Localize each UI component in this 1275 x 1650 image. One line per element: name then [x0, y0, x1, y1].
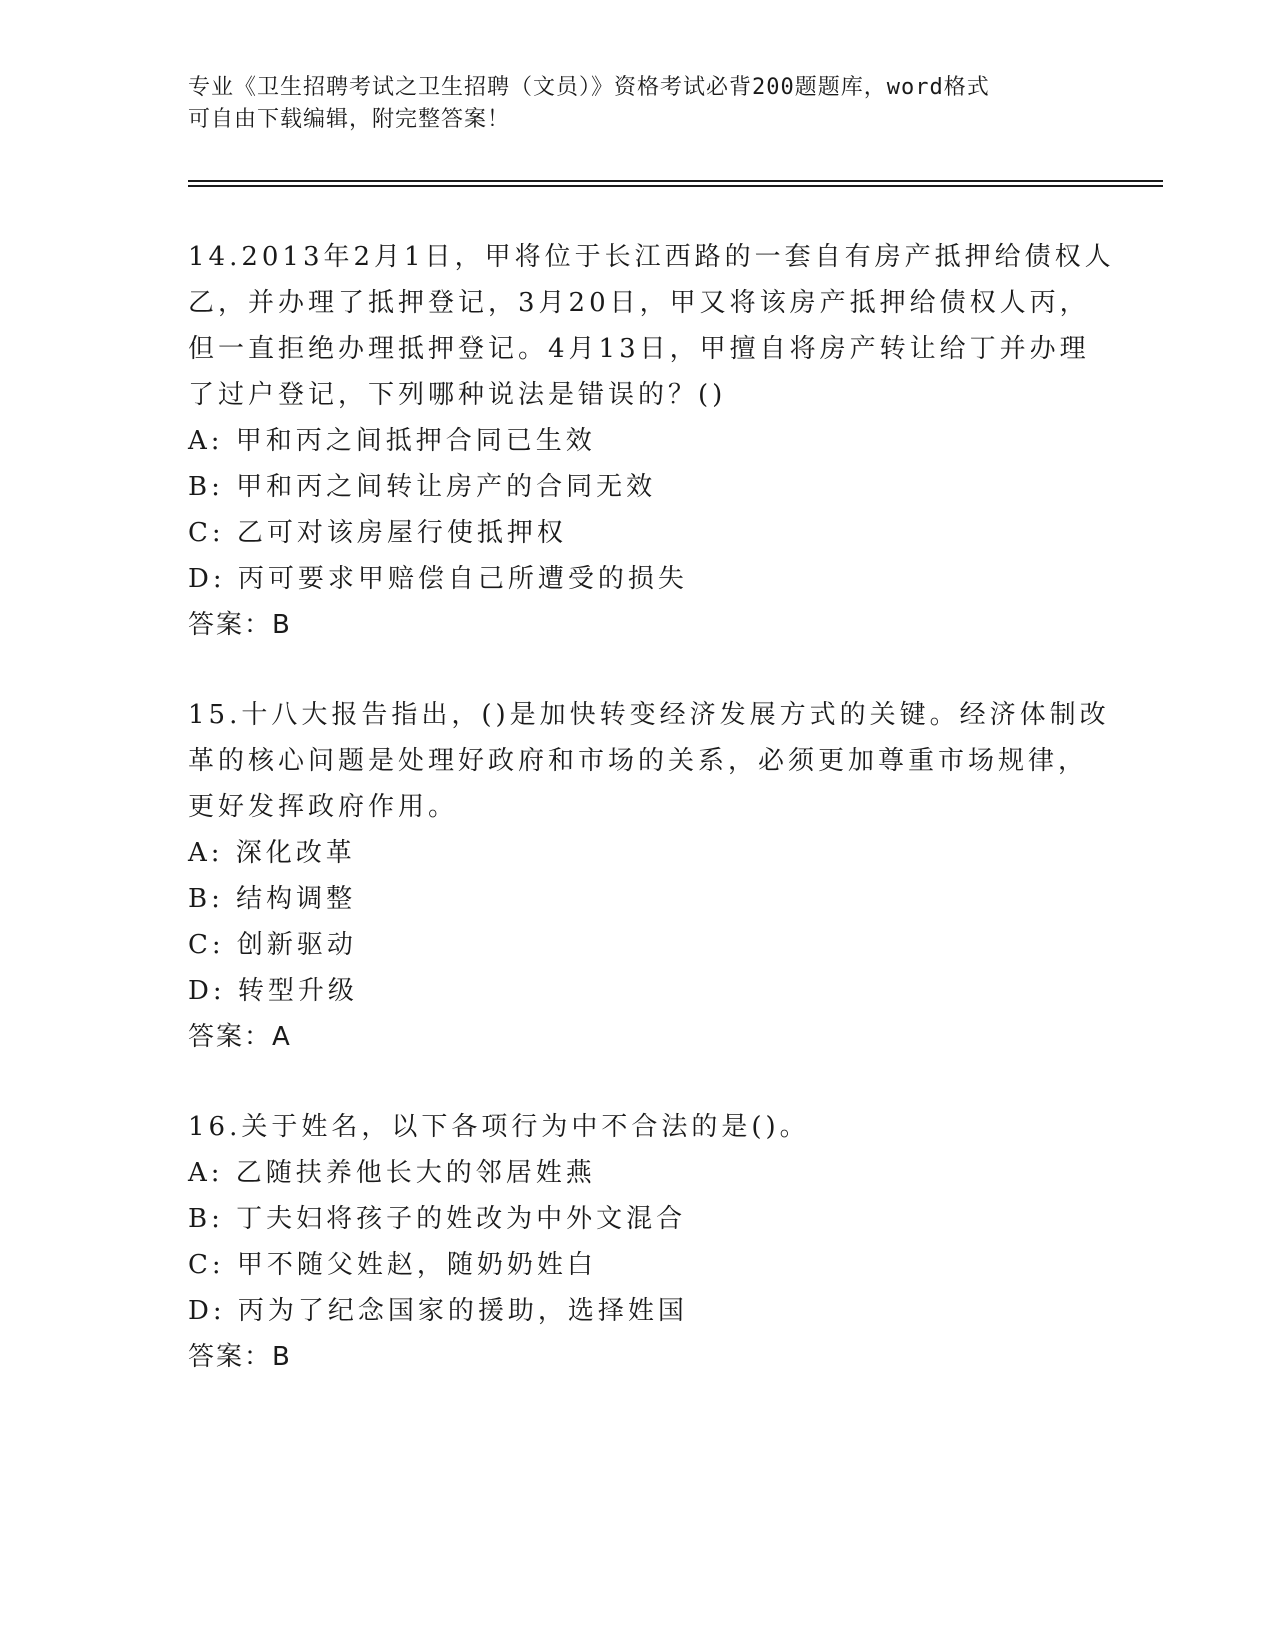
question-text-line: 16.关于姓名，以下各项行为中不合法的是()。: [188, 1112, 810, 1142]
option-d: D: 转型升级: [188, 976, 358, 1006]
answer-label: 答案：A: [188, 1022, 292, 1052]
question-16: [188, 1104, 1088, 1380]
option-c: C: 创新驱动: [188, 930, 357, 960]
document-header: [188, 72, 1088, 136]
question-text-line: 14.2013年2月1日，甲将位于长江西路的一套自有房产抵押给债权人: [188, 242, 1115, 272]
header-divider-top: [188, 180, 1163, 182]
question-text-line: 更好发挥政府作用。: [188, 792, 459, 822]
header-line-2: 可自由下载编辑，附完整答案！: [188, 107, 511, 132]
option-d: D: 丙可要求甲赔偿自己所遭受的损失: [188, 564, 688, 594]
option-b: B: 结构调整: [188, 884, 357, 914]
question-15: [188, 692, 1110, 1060]
header-divider-bottom: [188, 185, 1163, 187]
answer-label: 答案：B: [188, 1342, 292, 1372]
question-text-line: 15.十八大报告指出，()是加快转变经济发展方式的关键。经济体制改: [188, 700, 1110, 730]
option-c: C: 甲不随父姓赵，随奶奶姓白: [188, 1250, 597, 1280]
question-text-line: 了过户登记，下列哪种说法是错误的？(): [188, 380, 727, 410]
option-b: B: 丁夫妇将孩子的姓改为中外文混合: [188, 1204, 687, 1234]
option-a: A: 乙随扶养他长大的邻居姓燕: [188, 1158, 596, 1188]
answer-label: 答案：B: [188, 610, 292, 640]
option-a: A: 深化改革: [188, 838, 356, 868]
question-14: [188, 234, 1115, 648]
question-text-line: 乙，并办理了抵押登记，3月20日，甲又将该房产抵押给债权人丙，: [188, 288, 1090, 318]
question-text-line: 革的核心问题是处理好政府和市场的关系，必须更加尊重市场规律，: [188, 746, 1089, 776]
header-line-1: 专业《卫生招聘考试之卫生招聘（文员）》资格考试必背200题题库，word格式: [188, 75, 990, 100]
option-b: B: 甲和丙之间转让房产的合同无效: [188, 472, 657, 502]
question-list: [188, 234, 1115, 1424]
question-text-line: 但一直拒绝办理抵押登记。4月13日，甲擅自将房产转让给丁并办理: [188, 334, 1090, 364]
option-a: A: 甲和丙之间抵押合同已生效: [188, 426, 596, 456]
option-d: D: 丙为了纪念国家的援助，选择姓国: [188, 1296, 688, 1326]
option-c: C: 乙可对该房屋行使抵押权: [188, 518, 567, 548]
